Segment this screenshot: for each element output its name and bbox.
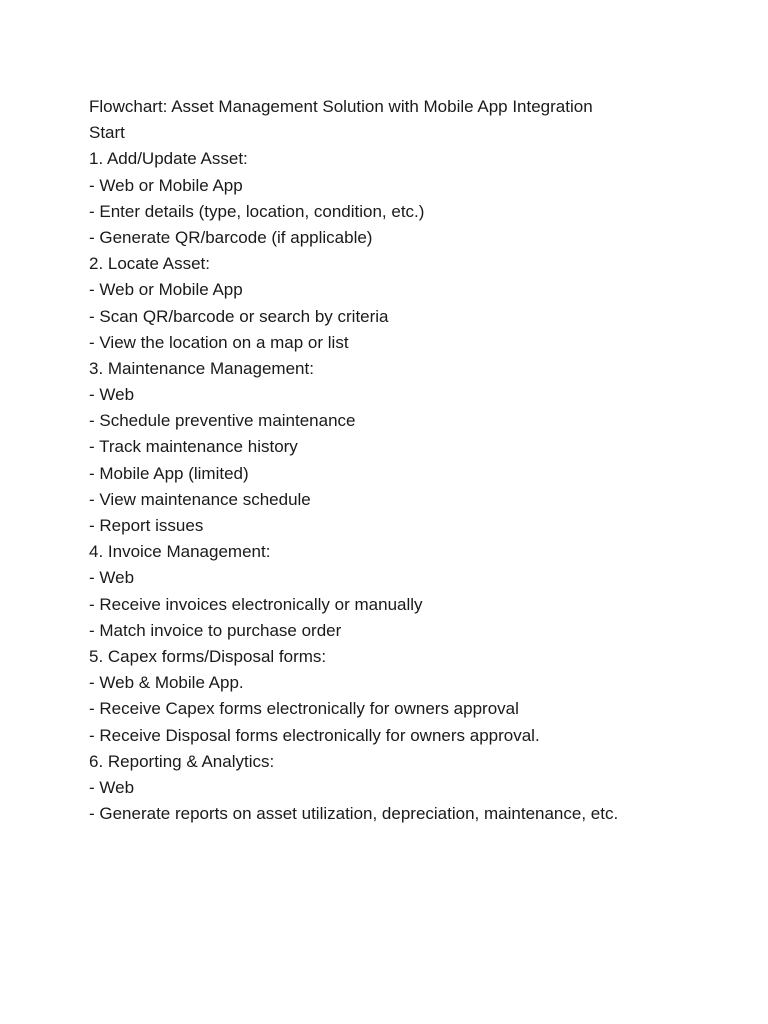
- section-heading-reporting-analytics: 6. Reporting & Analytics:: [89, 751, 275, 771]
- section-heading-locate-asset: 2. Locate Asset:: [89, 254, 210, 274]
- list-item: - Schedule preventive maintenance: [89, 411, 356, 431]
- list-item: - Track maintenance history: [89, 437, 298, 457]
- list-item: - Generate reports on asset utilization, depreciation, maintenance, etc.: [89, 804, 619, 824]
- document-title: Flowchart: Asset Management Solution with Mobile App Integration: [89, 97, 593, 116]
- list-item: - View maintenance schedule: [89, 489, 311, 509]
- list-item: - Receive invoices electronically or manually: [89, 594, 423, 614]
- list-item: - Receive Capex forms electronically for owners approval: [89, 699, 519, 719]
- list-item: - Enter details (type, location, condition, etc.): [89, 201, 425, 221]
- list-item: - Web: [89, 568, 135, 588]
- list-item: - Web: [89, 385, 135, 405]
- list-item: - Web or Mobile App: [89, 280, 243, 300]
- list-item: - Report issues: [89, 516, 204, 535]
- list-item: - Receive Disposal forms electronically for owners approval.: [89, 725, 540, 745]
- list-item: - View the location on a map or list: [89, 332, 349, 352]
- document-body: [89, 94, 749, 827]
- list-item: - Web: [89, 777, 135, 797]
- section-heading-maintenance-management: 3. Maintenance Management:: [89, 358, 314, 378]
- section-heading-invoice-management: 4. Invoice Management:: [89, 542, 271, 562]
- start-label: Start: [89, 123, 125, 143]
- list-item: - Web & Mobile App.: [89, 673, 244, 693]
- list-item: - Mobile App (limited): [89, 463, 249, 483]
- list-item: - Generate QR/barcode (if applicable): [89, 227, 373, 247]
- list-item: - Match invoice to purchase order: [89, 620, 342, 640]
- list-item: - Scan QR/barcode or search by criteria: [89, 306, 389, 326]
- section-heading-capex-disposal-forms: 5. Capex forms/Disposal forms:: [89, 646, 327, 666]
- list-item: - Web or Mobile App: [89, 175, 243, 195]
- section-heading-add-update-asset: 1. Add/Update Asset:: [89, 149, 248, 169]
